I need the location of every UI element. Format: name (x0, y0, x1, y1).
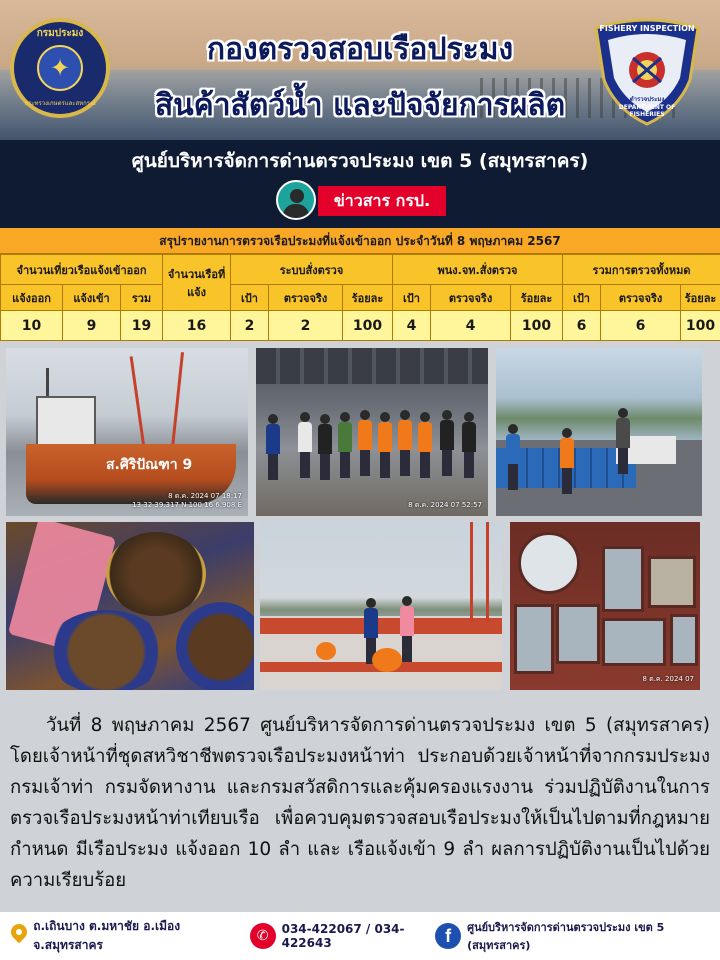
value-sys-percent: 100 (343, 311, 393, 341)
value-boats: 16 (163, 311, 231, 341)
value-sys-target: 2 (231, 311, 269, 341)
phone-icon: ✆ (250, 923, 276, 949)
header-banner (0, 0, 720, 228)
location-pin-icon (10, 924, 27, 948)
photo-timestamp: 8 ต.ค. 2024 07 18:17 13 32 39.317 N 100 16 6.908 E (132, 492, 242, 509)
value-tot-target: 6 (563, 311, 601, 341)
report-table (0, 228, 720, 340)
boat-cabin (36, 396, 96, 448)
footer-facebook[interactable]: ศูนย์บริหารจัดการด่านตรวจประมง เขต 5 (สมุทรสาคร) (467, 921, 665, 952)
boat-name: ส.ศิริปัณฑา 9 (106, 457, 193, 473)
value-tot-actual: 6 (601, 311, 681, 341)
value-off-percent: 100 (511, 311, 563, 341)
page-subtitle: ศูนย์บริหารจัดการด่านตรวจประมง เขต 5 (สมุทรสาคร) (131, 150, 589, 172)
table-row (1, 311, 720, 341)
header-boat-count: จำนวนเรือที่แจ้ง (163, 255, 231, 311)
report-title: สรุปรายงานการตรวจเรือประมงที่แจ้งเข้าออก ประจำวันที่ 8 พฤษภาคม 2567 (0, 228, 720, 254)
col-target: เป้า (393, 285, 431, 311)
summary-table (0, 254, 720, 341)
col-actual: ตรวจจริง (431, 285, 511, 311)
col-actual: ตรวจจริง (601, 285, 681, 311)
value-in: 9 (63, 311, 121, 341)
value-off-actual: 4 (431, 311, 511, 341)
value-tot-percent: 100 (681, 311, 720, 341)
logo-right-top-text: FISHERY INSPECTION (599, 24, 695, 33)
header-system-inspection: ระบบสั่งตรวจ (231, 255, 393, 285)
photo-fish-crates (510, 522, 700, 690)
emblem-icon: ✦ (37, 45, 83, 91)
photo-shellfish-baskets (6, 522, 254, 690)
news-body-text: วันที่ 8 พฤษภาคม 2567 ศูนย์บริหารจัดการด่านตรวจประมง เขต 5 (สมุทรสาคร) โดยเจ้าหน้าที่ชุดสหวิชาชีพตรวจเรือประมงหน้าท่า ประกอบด้วยเจ้าหน้าที่จากกรมประมง กรมเจ้าท่า กรมจัดหางาน และกรมสวัสดิการและคุ้มครองแรงงาน ร่วมปฏิบัติงานในการตรวจเรือประมงหน้าท่าเทียบเรือ เพื่อควบคุมตรวจสอบเรือประมงให้เป็นไปตามที่กฎหมายกำหนด มีเรือประมง แจ้งออก 10 ลำ และ เรือแจ้งเข้า 9 ลำ ผลการปฏิบัติงานเป็นไปด้วยความเรียบร้อย (10, 715, 710, 891)
logo-right-center-text: ตำรวจประมง (629, 96, 665, 103)
logo-left-bottom-text: กระทรวงเกษตรและสหกรณ์ (24, 100, 96, 107)
photo-fish-unloading (260, 522, 502, 690)
value-sys-actual: 2 (269, 311, 343, 341)
header-officer-inspection: พนง.จท.สั่งตรวจ (393, 255, 563, 285)
photo-timestamp: 8 ต.ค. 2024 07 52:57 (408, 501, 482, 509)
photo-fishing-boat (6, 348, 248, 516)
logo-left-top-text: กรมประมง (36, 28, 84, 39)
col-actual: ตรวจจริง (269, 285, 343, 311)
news-body-panel (0, 700, 720, 912)
footer-bar (0, 912, 720, 960)
footer-phone[interactable]: 034-422067 / 034-422643 (281, 922, 405, 950)
value-out: 10 (1, 311, 63, 341)
col-target: เป้า (563, 285, 601, 311)
news-label: ข่าวสาร กรป. (318, 186, 446, 216)
news-avatar-icon (276, 180, 316, 220)
col-percent: ร้อยละ (343, 285, 393, 311)
col-out: แจ้งออก (1, 285, 63, 311)
col-percent: ร้อยละ (681, 285, 720, 311)
value-off-target: 4 (393, 311, 431, 341)
col-percent: ร้อยละ (511, 285, 563, 311)
header-trips: จำนวนเที่ยวเรือแจ้งเข้าออก (1, 255, 163, 285)
col-target: เป้า (231, 285, 269, 311)
photo-timestamp: 8 ต.ค. 2024 07 (642, 675, 694, 683)
col-in: แจ้งเข้า (63, 285, 121, 311)
photo-dock-inspection (496, 348, 702, 516)
logo-right-bottom-text: DEPARTMENT OF FISHERIES (618, 104, 676, 118)
page-title-line2: สินค้าสัตว์น้ำ และปัจจัยการผลิต (154, 88, 566, 123)
facebook-icon[interactable]: f (435, 923, 461, 949)
page-title-line1: กองตรวจสอบเรือประมง (206, 32, 514, 67)
header-total-inspection: รวมการตรวจทั้งหมด (563, 255, 720, 285)
footer-address: ถ.เถินบาง ต.มหาชัย อ.เมือง จ.สมุทรสาคร (33, 919, 181, 952)
value-sum: 19 (121, 311, 163, 341)
photo-inspection-team (256, 348, 488, 516)
col-sum: รวม (121, 285, 163, 311)
